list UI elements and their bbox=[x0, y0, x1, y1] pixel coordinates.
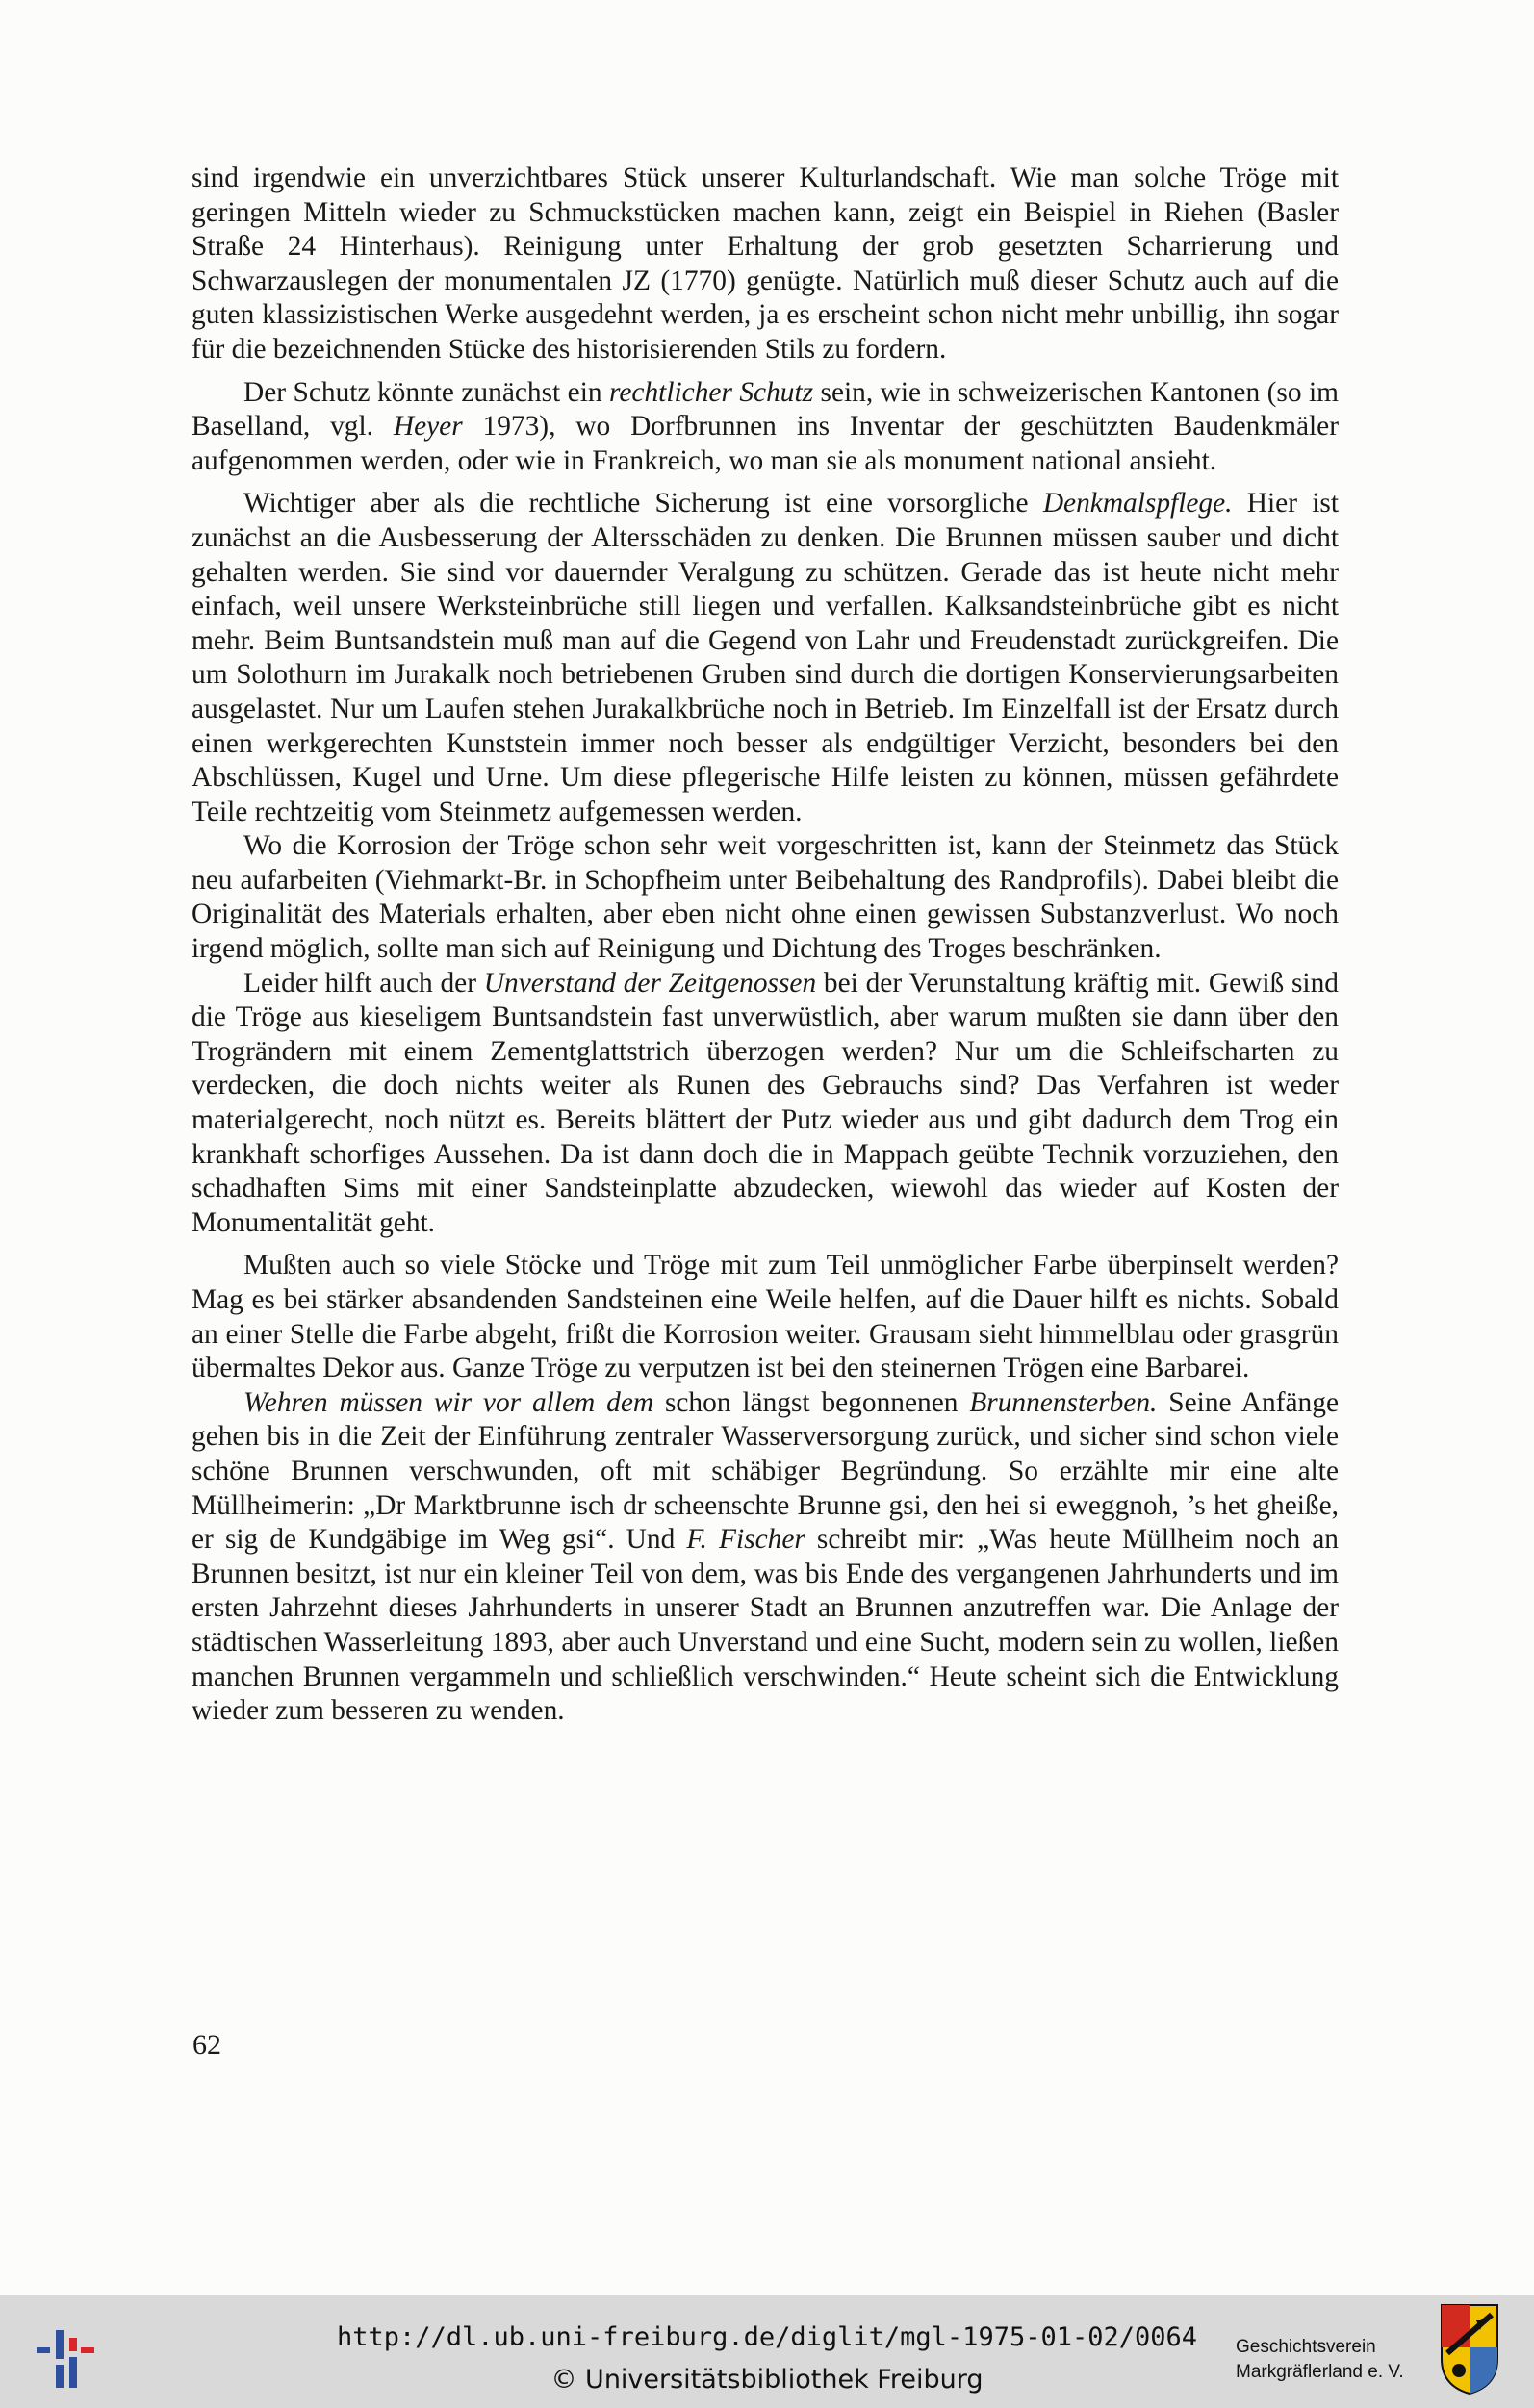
italic-text: Brunnensterben. bbox=[969, 1386, 1158, 1418]
italic-text: Heyer bbox=[393, 411, 463, 443]
italic-text: rechtlicher Schutz bbox=[609, 376, 814, 408]
paragraph bbox=[192, 376, 1339, 479]
text-run: Wichtiger aber als die rechtliche Sicherung ist eine vorsorgliche bbox=[243, 488, 1043, 520]
paragraph bbox=[192, 1386, 1339, 1729]
italic-text: Denkmalspflege. bbox=[1042, 488, 1233, 520]
text-run: sind irgendwie ein unverzichtbares Stück unserer Kulturlandschaft. Wie man solche Tröge mit geringen Mitteln wieder zu Schmuckstücken machen kann, zeigt ein Beispiel in Riehen (Basler Straße 24 Hinterhaus). Reinigung unter Erhaltung der grob gesetzten Scharrierung und Schwarzauslegen der monumentalen JZ (1770) genügte. Natürlich muß dieser Schutz auch auf die guten klassizistischen Werke ausgedehnt werden, ja es erscheint schon nicht mehr unbillig, ihn sogar für die bezeichnenden Stücke des historisierenden Stils zu fordern. bbox=[192, 163, 1339, 365]
paragraph bbox=[192, 967, 1339, 1241]
text-run: Der Schutz könnte zunächst ein bbox=[243, 376, 610, 408]
text-run: Leider hilft auch der bbox=[243, 967, 484, 999]
text-run: schon längst begonnenen bbox=[653, 1386, 970, 1418]
page-number: 62 bbox=[192, 2029, 221, 2061]
paragraph bbox=[192, 487, 1339, 829]
paragraph bbox=[192, 1249, 1339, 1385]
italic-text: Wehren müssen wir vor allem dem bbox=[243, 1386, 654, 1418]
society-name-line2: Markgräflerland e. V. bbox=[1236, 2362, 1404, 2382]
coat-of-arms-icon bbox=[1440, 2303, 1499, 2395]
italic-text: F. Fischer bbox=[686, 1524, 805, 1556]
text-run: Mußten auch so viele Stöcke und Tröge mit zum Teil unmöglicher Farbe überpinselt werden? Mag es bei stärker absandenden Sandsteinen eine Weile helfen, auf die Dauer hilft es nichts. Sobald an einer Stelle die Farbe abgeht, frißt die Korrosion weiter. Grausam sieht himmelblau oder grasgrün übermaltes Dekor aus. Ganze Tröge zu verputzen ist bei den steinernen Trögen eine Barbarei. bbox=[192, 1250, 1339, 1384]
document-url-link[interactable]: http://dl.ub.uni-freiburg.de/diglit/mgl-1975-01-02/0064 bbox=[336, 2322, 1198, 2352]
society-name bbox=[1236, 2335, 1438, 2385]
text-run: 1973), wo Dorfbrunnen ins Inventar der geschützten Baudenkmäler aufgenommen werden, oder wie in Frankreich, wo man sie als monument national ansieht. bbox=[192, 411, 1339, 476]
society-name-line1: Geschichtsverein bbox=[1236, 2337, 1376, 2357]
paragraph bbox=[192, 829, 1339, 966]
paragraph bbox=[192, 162, 1339, 368]
body-text bbox=[192, 162, 1339, 1729]
italic-text: Unverstand der Zeitgenossen bbox=[483, 967, 817, 999]
text-run: Wo die Korrosion der Tröge schon sehr weit vorgeschritten ist, kann der Steinmetz das Stück neu aufarbeiten (Viehmarkt-Br. in Schopfheim unter Beibehaltung des Randprofils). Dabei bleibt die Originalität des Materials erhalten, aber eben nicht ohne einen gewissen Substanzverlust. Wo noch irgend möglich, sollte man sich auf Reinigung und Dichtung des Troges beschränken. bbox=[192, 830, 1339, 965]
text-run: Hier ist zunächst an die Ausbesserung der Altersschäden zu denken. Die Brunnen müssen sauber und dicht gehalten werden. Sie sind vor dauernder Veralgung zu schützen. Gerade das ist heute nicht mehr einfach, weil unsere Werksteinbrüche still liegen und verfallen. Kalksandsteinbrüche gibt es nicht mehr. Beim Buntsandstein muß man auf die Gegend von Lahr und Freudenstadt zurückgreifen. Die um Solothurn im Jurakalk noch betriebenen Gruben sind durch die dortigen Konservierungsarbeiten ausgelastet. Nur um Laufen stehen Jurakalkbrüche noch in Betrieb. Im Einzelfall ist der Ersatz durch einen werkgerechten Kunststein immer noch besser als endgültiger Verzicht, besonders bei den Abschlüssen, Kugel und Urne. Um diese pflegerische Hilfe leisten zu können, müssen gefährdete Teile rechtzeitig vom Steinmetz aufgemessen werden. bbox=[192, 488, 1340, 827]
copyright-text: © Universitätsbibliothek Freiburg bbox=[550, 2365, 984, 2395]
text-run: bei der Verunstaltung kräftig mit. Gewiß sind die Tröge aus kieseligem Buntsandstein fast unverwüstlich, aber warum mußten sie dann über den Trogrändern mit einem Zementglattstrich überzogen werden? Nur um die Schleifscharten zu verdecken, die doch nichts weiter als Runen des Gebrauchs sind? Das Verfahren ist weder materialgerecht, noch nützt es. Bereits blättert der Putz wieder aus und gibt dadurch dem Trog ein krankhaft schorfiges Aussehen. Da ist dann doch die in Mappach geübte Technik vorzuziehen, den schadhaften Sims mit einer Sandsteinplatte abzudecken, wiewohl das wieder auf Kosten der Monumentalität geht. bbox=[192, 967, 1339, 1238]
text-run: sein, wie in schweizerischen Kantonen (so im Baselland, vgl. bbox=[192, 376, 1339, 443]
text-run: Seine Anfänge gehen bis in die Zeit der Einführung zentraler Wasserversorgung zurück, und sicher sind schon viele schöne Brunnen verschwunden, oft mit schäbiger Begründung. So erzählte mir eine alte Müllheimerin: „Dr Marktbrunne isch dr scheenschte Brunne gsi, den hei si eweggnoh, ’s het gheiße, er sig de Kundgäbige im Weg gsi“. Und bbox=[192, 1386, 1339, 1556]
text-run: schreibt mir: „Was heute Müllheim noch an Brunnen besitzt, ist nur ein kleiner Teil von dem, was bis Ende des vergangenen Jahrhunderts und im ersten Jahrzehnt dieses Jahrhunderts in unserer Stadt an Brunnen anzutreffen war. Die Anlage der städtischen Wasserleitung 1893, aber auch Unverstand und eine Sucht, modern sein zu wollen, ließen manchen Brunnen vergammeln und schließlich verschwinden.“ Heute scheint sich die Entwicklung wieder zum besseren zu wenden. bbox=[192, 1524, 1340, 1727]
